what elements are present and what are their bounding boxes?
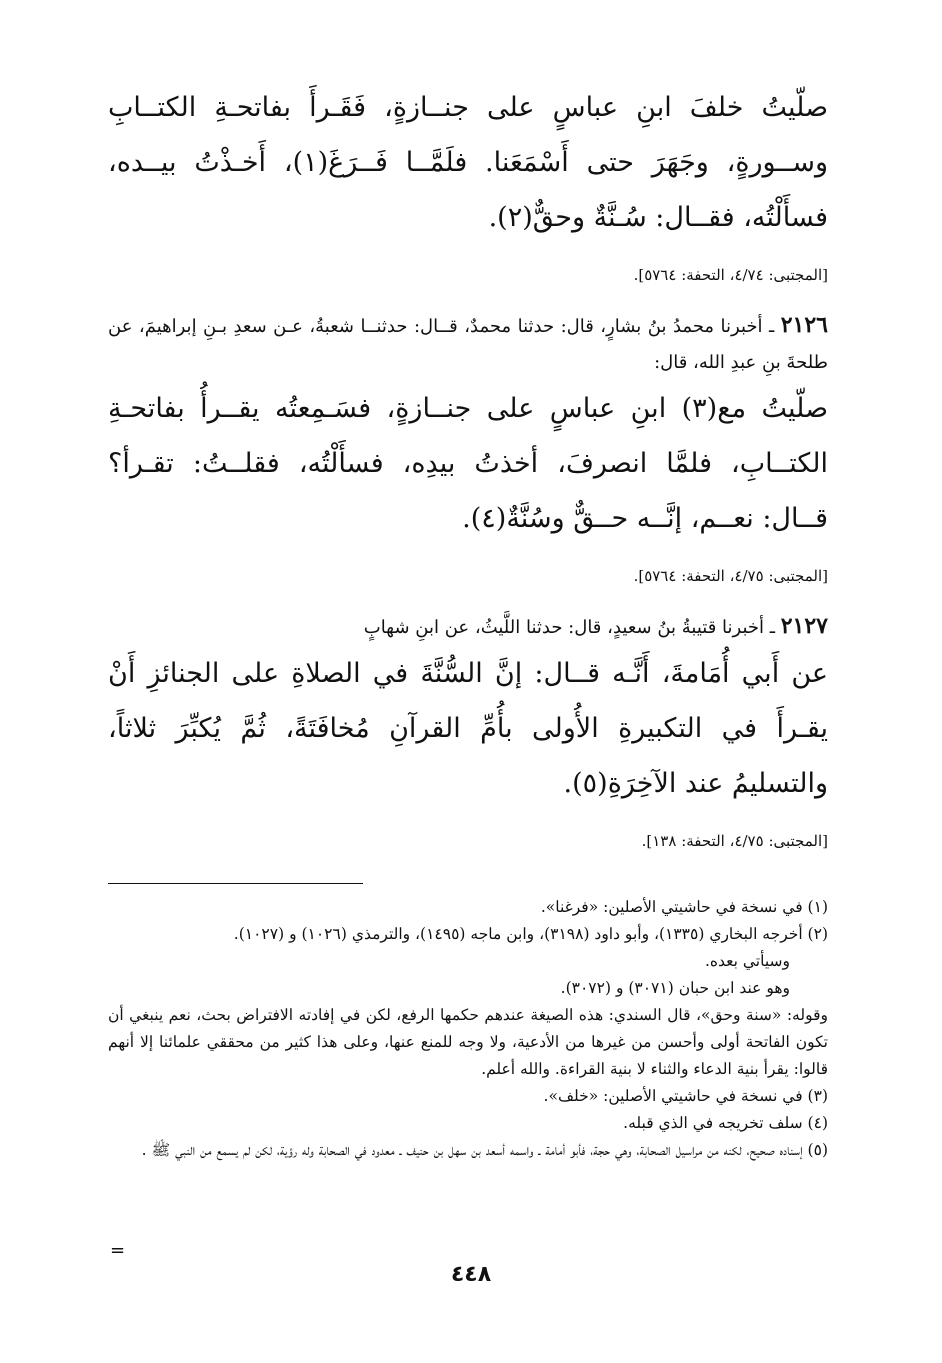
hadith-2125-text: صلّيتُ خلفَ ابنِ عباسٍ على جنــازةٍ، فَقَـرأَ بفاتحـةِ الكتــابِ وســورةٍ، وجَهَرَ حتى أَسْمَعَنا. فلَمَّــا فَــرَغَ(١)، أَخـذْتُ بيــده، فسأَلْتُه، فقــال: سُـنَّةٌ وحقٌّ(٢).	[108, 92, 828, 233]
footnote-2-line: وهو عند ابن حبان (٣٠٧١) و (٣٠٧٢).	[560, 979, 790, 997]
footnote-3: (٣) في نسخة في حاشيتي الأصلين: «خلف».	[543, 1087, 828, 1105]
hadith-2126-isnad	[108, 307, 828, 381]
footnote-5: (٥) إسناده صحيح، لكنه من مراسيل الصحابة، وهي حجة، فأبو أمامة ـ واسمه أسعد بن سهل بن حنيف ـ معدود في الصحابة وله رؤية، لكن لم يسمع من النبي ﷺ .	[141, 1141, 828, 1159]
continuation-mark: =	[110, 1240, 126, 1261]
hadith-2127-text: عن أَبي أُمَامةَ، أَنَّـه قــال: إنَّ السُّنَّةَ في الصلاةِ على الجنائزِ أَنْ يقـرأَ في التكبيرةِ الأُولى بأُمِّ القرآنِ مُخافَتَةً، ثُمَّ يُكبِّرَ ثلاثاً، والتسليمُ عند الآخِرَةِ(٥).	[108, 658, 828, 799]
footnote-divider	[108, 883, 363, 884]
hadith-number: ٢١٢٦	[780, 312, 828, 338]
footnote-2-comment: وقوله: «سنة وحق»، قال السندي: هذه الصيغة عندهم حكمها الرفع، لكن في إفادته الافتراض بحث، نعم ينبغي أن تكون الفاتحة أولى وأحسن من غيرها من الأدعية، ولا وجه للمنع عنها، وعلى هذا كثير من محققي علمائنا إلا أنهم قالوا: يقرأ بنية الدعاء والثناء لا بنية القراءة. والله أعلم.	[108, 1006, 828, 1078]
footnote-2-line: وسيأتي بعده.	[704, 952, 790, 970]
page-number: ٤٤٨	[450, 1262, 492, 1287]
footnote-1: (١) في نسخة في حاشيتي الأصلين: «فرغنا».	[540, 898, 828, 916]
hadith-2127-reference: [المجتبى: ٤/٧٥، التحفة: ١٣٨].	[641, 832, 828, 850]
footnote-2: (٢) أخرجه البخاري (١٣٣٥)، وأبو داود (٣١٩٨)، وابن ماجه (١٤٩٥)، والترمذي (١٠٢٦) و (١٠٢٧).	[233, 925, 828, 943]
page-body	[108, 80, 828, 1164]
hadith-2125-reference: [المجتبى: ٤/٧٤، التحفة: ٥٧٦٤].	[633, 266, 828, 284]
isnad-text: ـ أخبرنا قتيبةُ بنُ سعيدٍ، قال: حدثنا اللَّيثُ، عن ابنِ شهابٍ	[363, 617, 781, 638]
hadith-2126-reference: [المجتبى: ٤/٧٥، التحفة: ٥٧٦٤].	[633, 567, 828, 585]
hadith-2127-isnad	[108, 608, 828, 646]
isnad-text: ـ أخبرنا محمدُ بنُ بشارٍ، قال: حدثنا محمدٌ، قــال: حدثنــا شعبةُ، عـن سعدِ بـنِ إبراهيمَ، عن طلحةَ بنِ عبدِ الله، قال:	[108, 316, 828, 373]
hadith-2126-text: صلّيتُ مع(٣) ابنِ عباسٍ على جنــازةٍ، فسَـمِعتُه يقــرأُ بفاتحـةِ الكتــابِ، فلمَّا انصرفَ، أخذتُ بيدِه، فسأَلْتُه، فقلــتُ: تقـرأ؟ قــال: نعــم، إنَّــه حــقٌّ وسُنَّةٌ(٤).	[108, 393, 828, 534]
hadith-number: ٢١٢٧	[780, 613, 828, 639]
footnote-4: (٤) سلف تخريجه في الذي قبله.	[623, 1114, 828, 1132]
